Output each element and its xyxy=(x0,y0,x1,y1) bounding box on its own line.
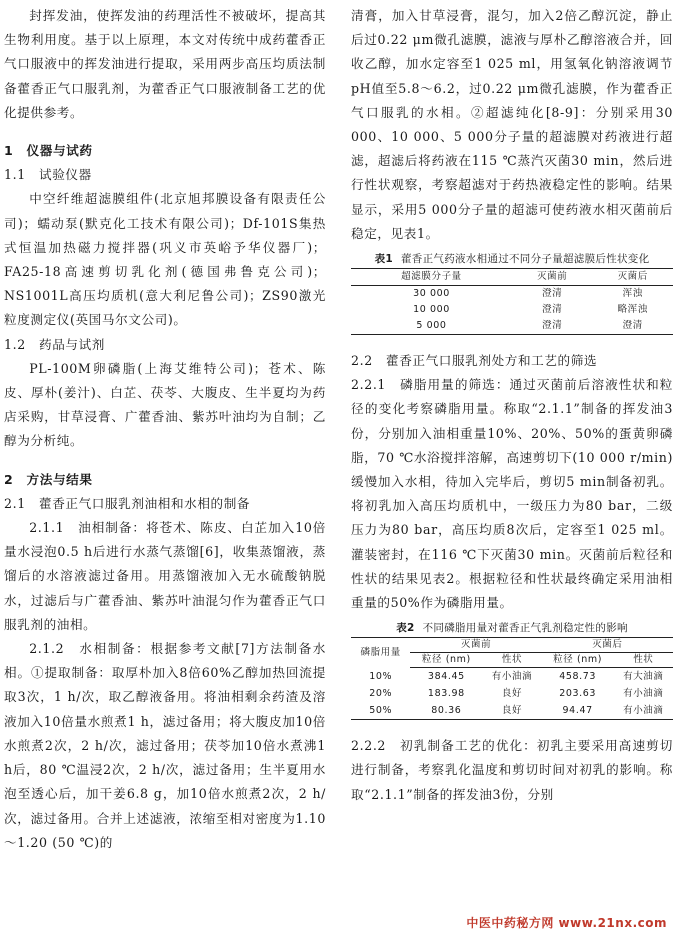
table2-label: 表2 xyxy=(396,622,415,635)
subsection-heading-1-1: 1.1 试验仪器 xyxy=(4,167,92,183)
paragraph-water-phase-cont: 清膏，加入甘草浸膏，混匀，加入2倍乙醇沉淀，静止后过0.22 μm微孔滤膜，滤液与厚朴乙醇溶液合并，回收乙醇，加水定容至1 025 ml，用氢氧化钠溶液调节pH值至5.8～6.2，过0.22 μm微孔滤膜，作为藿香正气口服乳的水相。②超滤纯化[8-9]：分别采用30 000、10 000、5 000分子量的超滤膜对药液进行超滤，超滤后将药液在115 ℃蒸汽灭菌30 min，然后进行性状观察，考察超滤对于药热液稳定性的影响。结果显示，采用5 000分子量的超滤可使药液水相灭菌前后稳定，见表1。 xyxy=(351,8,673,241)
table-cell: 浑浊 xyxy=(622,288,643,300)
table-cell: 有大油滴 xyxy=(623,671,664,683)
table-row xyxy=(351,702,673,720)
subsection-heading-2-1: 2.1 藿香正气口服乳剂油相和水相的制备 xyxy=(4,495,251,511)
intro-paragraph: 封挥发油，使挥发油的药理活性不被破坏，提高其生物利用度。基于以上原理，本文对传统中成药藿香正气口服液中的挥发油进行提取，采用两步高压均质法制备藿香正气口服乳剂，为藿香正气口服液制备工艺的优化提供参考。 xyxy=(4,8,326,120)
table2-sub-size: 粒径 (nm) xyxy=(410,653,482,668)
table-cell: 略浑浊 xyxy=(617,304,648,316)
table2-row-header: 磷脂用量 xyxy=(360,647,401,659)
section-heading-2: 2 方法与结果 xyxy=(4,471,93,487)
table2-sub-state: 性状 xyxy=(482,653,541,668)
table1-header: 灭菌后 xyxy=(592,269,673,286)
subsection-heading-2-2: 2.2 藿香正气口服乳剂处方和工艺的筛选 xyxy=(351,353,598,369)
paragraph-reagents: PL-100M卵磷脂(上海艾维特公司)；苍术、陈皮、厚朴(姜汁)、白芷、茯苓、大腹皮、生半夏均为药店采购，甘草浸膏、广藿香油、紫苏叶油均为自制；乙醇为分析纯。 xyxy=(4,360,326,449)
table1-header: 超滤膜分子量 xyxy=(351,269,512,286)
table-cell: 澄清 xyxy=(542,320,563,332)
table-cell: 澄清 xyxy=(542,288,563,300)
table-cell: 94.47 xyxy=(562,705,593,717)
table-cell: 203.63 xyxy=(559,688,597,700)
paragraph-emulsion: 2.2.2 初乳制备工艺的优化：初乳主要采用高速剪切进行制备，考察乳化温度和剪切时间对初乳的影响。称取“2.1.1”制备的挥发油3份，分别 xyxy=(351,738,673,802)
table2-group-after: 灭菌后 xyxy=(542,638,673,653)
table-row xyxy=(351,685,673,702)
table2 xyxy=(351,637,673,720)
table-cell: 良好 xyxy=(501,688,523,700)
table1-caption xyxy=(351,252,673,266)
paragraph-phospholipid: 2.2.1 磷脂用量的筛选：通过灭菌前后溶液性状和粒径的变化考察磷脂用量。称取“2.1.1”制备的挥发油3份，分别加入油相重量10%、20%、50%的蛋黄卵磷脂，70 ℃水浴搅拌溶解，高速剪切下(10 000 r/min)缓慢加入水相，待加入完毕后，剪切5 min制备初乳。将初乳加入高压均质机中，一级压力为80 bar，二级压力为80 bar，高压均质8次后，定容至1 025 ml。灌装密封，在116 ℃下灭菌30 min。灭菌前后粒径和性状的结果见表2。根据粒径和性状最终确定采用油相重量的50%作为磷脂用量。 xyxy=(351,377,673,611)
paragraph-instruments: 中空纤维超滤膜组件(北京旭邦膜设备有限责任公司)；蠕动泵(默克化工技术有限公司)；Df-101S集热式恒温加热磁力搅拌器(巩义市英峪予华仪器厂)；FA25-18高速剪切乳化剂(德国弗鲁克公司)；NS1001L高压均质机(意大利尼鲁公司)；ZS90激光粒度测定仪(英国马尔文公司)。 xyxy=(4,191,326,328)
table-cell: 30 000 xyxy=(413,288,450,300)
paragraph-oil-phase: 2.1.1 油相制备：将苍术、陈皮、白芷加入10倍量水浸泡0.5 h后进行水蒸气蒸馏[6]，收集蒸馏液，蒸馏后的水溶液滤过备用。用蒸馏液加入无水硫酸钠脱水，过滤后与广藿香油、紫苏叶油混匀作为藿香正气口服乳剂的油相。 xyxy=(4,520,326,632)
table-cell: 10 000 xyxy=(413,304,450,316)
table2-group-before: 灭菌前 xyxy=(410,638,541,653)
table1-label: 表1 xyxy=(374,253,393,266)
table-row xyxy=(351,286,673,303)
table-cell: 澄清 xyxy=(542,304,563,316)
table-cell: 5 000 xyxy=(416,320,447,332)
table2-title: 不同磷脂用量对藿香正气乳剂稳定性的影响 xyxy=(422,622,628,635)
table1 xyxy=(351,268,673,335)
table1-title: 藿香正气药液水相通过不同分子量超滤膜后性状变化 xyxy=(401,253,650,266)
section-heading-1: 1 仪器与试药 xyxy=(4,143,93,159)
table-row xyxy=(351,668,673,686)
table-cell: 50% xyxy=(369,705,393,717)
table-cell: 澄清 xyxy=(622,320,643,332)
table2-caption xyxy=(351,621,673,635)
table-cell: 有小油滴 xyxy=(623,705,664,717)
table2-sub-state: 性状 xyxy=(614,653,673,668)
table-cell: 458.73 xyxy=(559,671,597,683)
table-cell: 183.98 xyxy=(427,688,465,700)
table2-sub-size: 粒径 (nm) xyxy=(542,653,614,668)
table1-header: 灭菌前 xyxy=(512,269,593,286)
table-cell: 20% xyxy=(369,688,393,700)
watermark: 中医中药秘方网 www.21nx.com xyxy=(466,916,667,930)
table-row xyxy=(351,302,673,318)
left-column xyxy=(4,4,326,855)
right-column xyxy=(351,4,673,807)
table-cell: 10% xyxy=(369,671,393,683)
table-cell: 良好 xyxy=(501,705,523,717)
table-cell: 80.36 xyxy=(431,705,462,717)
table-cell: 384.45 xyxy=(427,671,465,683)
table-cell: 有小油滴 xyxy=(491,671,533,683)
table-row xyxy=(351,318,673,335)
table-cell: 有小油滴 xyxy=(623,688,664,700)
paragraph-water-phase: 2.1.2 水相制备：根据参考文献[7]方法制备水相。①提取制备：取厚朴加入8倍60%乙醇加热回流提取3次，1 h/次，取乙醇液备用。将油相剩余药渣及溶液加入10倍量水煎煮1 h，滤过备用；将大腹皮加10倍水煎煮2次，2 h/次，滤过备用；茯苓加10倍水煮沸1 h后，80 ℃温浸2次，2 h/次，滤过备用；生半夏用水泡至透心后，加干姜6.8 g，加10倍水煎煮2次，2 h/次，滤过备用。合并上述滤液，浓缩至相对密度为1.10～1.20 (50 ℃)的 xyxy=(4,641,326,850)
subsection-heading-1-2: 1.2 药品与试剂 xyxy=(4,336,105,352)
